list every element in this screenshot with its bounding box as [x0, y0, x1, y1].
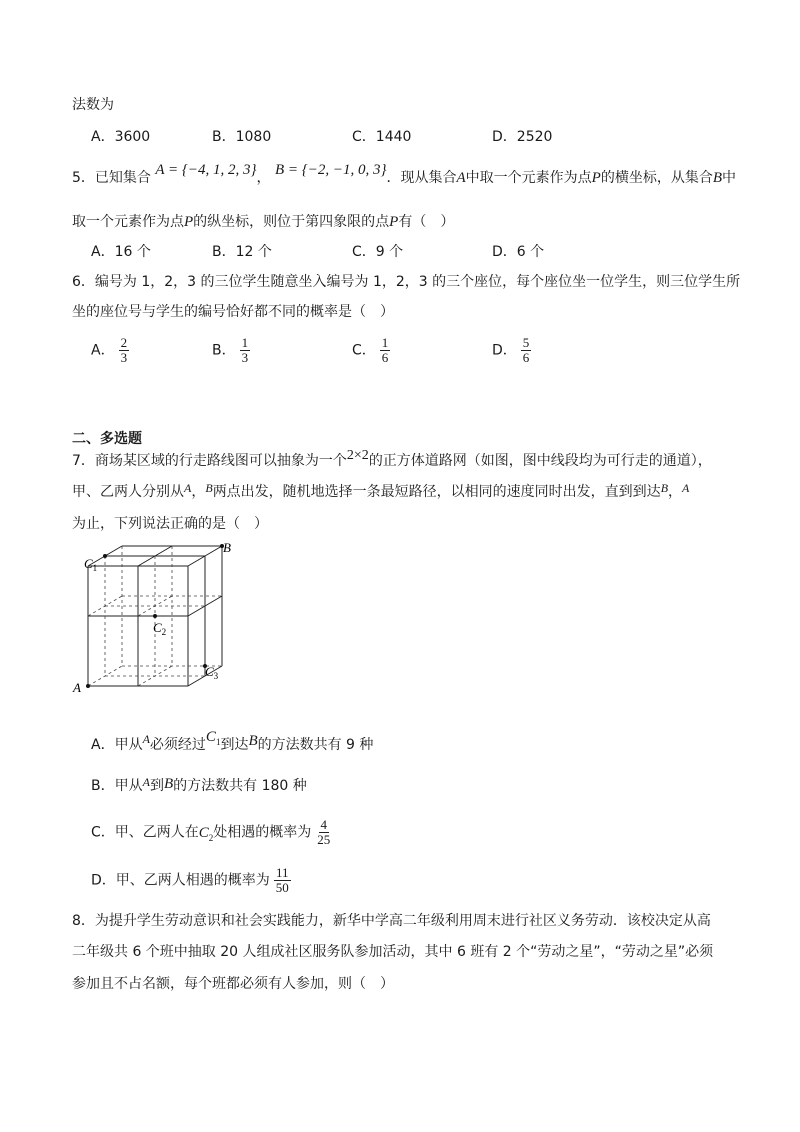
q6-option-b: B． $\frac{1}{3}$ [212, 335, 249, 365]
q5-option-b: B．12 个 [212, 244, 272, 260]
q4-tail: 法数为 [72, 97, 114, 113]
label-c3: $C_3$ [205, 664, 219, 681]
q5-line1: 5．已知集合 A = {−4, 1, 2, 3}， B = {−2, −1, 0, 3}．现从集合A中取一个元素作为点P的横坐标，从集合B中 [72, 162, 737, 186]
q4-option-a: A．3600 [91, 129, 151, 145]
q5-line2: 取一个元素作为点P的纵坐标，则位于第四象限的点P有（ ） [72, 214, 455, 230]
q7-option-a: A．甲从A必须经过$C_1$到达B的方法数共有 9 种 [91, 729, 374, 753]
q8-line3: 参加且不占名额，每个班都必须有人参加，则（ ） [72, 976, 394, 992]
q6-line1: 6．编号为 1，2，3 的三位学生随意坐入编号为 1，2，3 的三个座位，每个座位坐一位学生，则三位学生所 [72, 274, 741, 290]
label-b: B [223, 540, 231, 555]
q7-option-b: B．甲从A到B的方法数共有 180 种 [91, 775, 307, 794]
q5-option-a: A．16 个 [91, 244, 151, 260]
q5-option-d: D．6 个 [492, 244, 545, 260]
q4-option-b: B．1080 [212, 129, 272, 145]
q7-line3: 为止，下列说法正确的是（ ） [72, 516, 268, 532]
label-c1: $C_1$ [84, 556, 98, 573]
cube-grid-figure [70, 540, 240, 700]
point-c1 [103, 554, 107, 558]
q8-line2: 二年级共 6 个班中抽取 20 人组成社区服务队参加活动，其中 6 班有 2 个“劳动之星”，“劳动之星”必须 [72, 944, 714, 960]
label-c2: $C_2$ [153, 620, 167, 637]
section-title: 二、多选题 [72, 431, 142, 447]
label-a: A [73, 680, 81, 695]
q4-option-d: D．2520 [492, 129, 553, 145]
set-a: A = {−4, 1, 2, 3} [155, 162, 257, 178]
q8-line1: 8．为提升学生劳动意识和社会实践能力，新华中学高二年级利用周末进行社区义务劳动．该校决定从高 [72, 913, 711, 929]
q7-option-d: D．甲、乙两人相遇的概率为 $\frac{11}{50}$ [91, 865, 289, 895]
point-c2 [153, 614, 157, 618]
q4-option-c: C．1440 [352, 129, 412, 145]
point-a [86, 684, 90, 688]
q6-option-a: A． $\frac{2}{3}$ [91, 335, 128, 365]
q6-line2: 坐的座位号与学生的编号恰好都不同的概率是（ ） [72, 304, 394, 320]
q7-line2: 甲、乙两人分别从A，B两点出发，随机地选择一条最短路径，以相同的速度同时出发，直到到达B，A [72, 481, 690, 500]
q6-option-d: D． $\frac{5}{6}$ [492, 335, 530, 365]
q7-option-c: C．甲、乙两人在$C_2$处相遇的概率为 $\frac{4}{25}$ [91, 817, 331, 847]
q6-option-c: C． $\frac{1}{6}$ [352, 335, 389, 365]
q7-line1: 7．商场某区域的行走路线图可以抽象为一个2×2的正方体道路网（如图，图中线段均为可行走的通道）， [72, 448, 712, 469]
q5-option-c: C．9 个 [352, 244, 404, 260]
set-b: B = {−2, −1, 0, 3} [274, 162, 387, 178]
